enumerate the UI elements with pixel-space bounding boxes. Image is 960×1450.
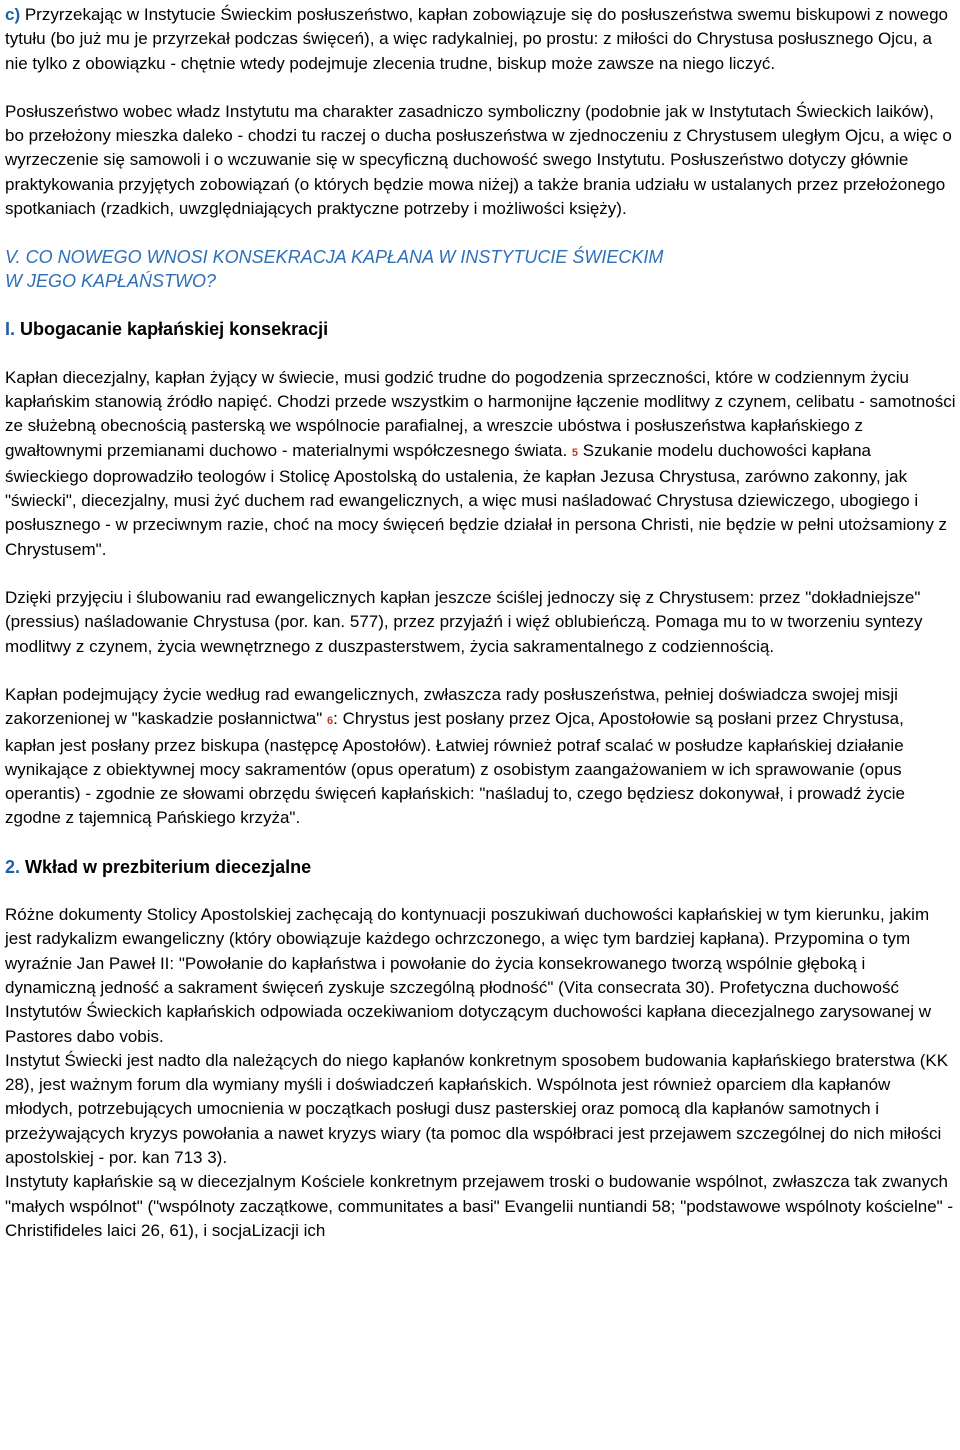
paragraph-documents: Różne dokumenty Stolicy Apostolskiej zachęcają do kontynuacji poszukiwań duchowości kapłańskiej w tym kierunku, jakim jest radykalizm ewangeliczny (który obowiązuje każdego ochrzczonego, a więc tym bardziej kapłana). Przypomina o tym wyraźnie Jan Paweł II: "Powołanie do kapłaństwa i powołanie do życia konsekrowanego tworzą wspólnie głęboką i dynamiczną jedność a sakrament święceń zyskuje szczególną płodność" (Vita consecrata 30). Profetyczna duchowość Instytutów Świeckich kapłańskich odpowiada oczekiwaniom dotyczącym duchowości kapłana diecezjalnego zarysowanej w Pastores dabo vobis. — [5, 905, 932, 1046]
paragraph-cascade — [5, 683, 956, 831]
paragraph-c — [5, 3, 956, 76]
heading-2-number: 2. — [5, 856, 21, 877]
heading-1-number: I. — [5, 319, 16, 340]
section-v-line2: W JEGO KAPŁAŃSTWO? — [5, 271, 217, 292]
paragraph-text: : Chrystus jest posłany przez Ojca, Apostołowie są posłani przez Chrystusa, kapłan jest posłany przez biskupa (następcę Apostołów). Łatwiej również potraf scalać w posłudze kapłańskiej działanie wynikające z obiektywnej mocy sakramentów (opus operatum) z osobistym zaangażowaniem w ich sprawowanie (opus operantis) - zgodnie ze słowami obrzędu święceń kapłańskich: "naśladuj to, czego będziesz dokonywał, i prowadź życie zgodne z tajemnicą Pańskiego krzyża". — [5, 709, 905, 828]
footnote-ref: 5 — [571, 446, 579, 459]
paragraph-text: Przyrzekając w Instytucie Świeckim posłuszeństwo, kapłan zobowiązuje się do posłuszeństwa swemu biskupowi z nowego tytułu (bo już mu je przyrzekał podczas święceń), a więc radykalniej, po prostu: z miłości do Chrystusa posłusznego Ojcu, a nie tylko z obowiązku - chętnie wtedy podejmuje zlecenia trudne, biskup może zawsze na niego liczyć. — [5, 5, 948, 73]
paragraph-institute: Instytut Świecki jest nadto dla należących do niego kapłanów konkretnym sposobem budowania kapłańskiego braterstwa (KK 28), jest ważnym forum dla wymiany myśli i doświadczeń kapłańskich. Wspólnota jest również oparciem dla kapłanów młodych, potrzebujących umocnienia w początkach posługi dusz pasterskiej oraz pomocą dla kapłanów samotnych i przeżywających kryzys powołania a nawet kryzys wiary (ta pomoc dla współbraci jest przejawem szczególnej do nich miłości apostolskiej - por. kan 713 3). — [5, 1050, 949, 1167]
footnote-ref: 6 — [327, 715, 334, 728]
paragraph-text: Kapłan podejmujący życie według rad ewangelicznych, zwłaszcza rady posłuszeństwa, pełniej doświadcza swojej misji zakorzenionej w "kaskadzie posłannictwa" — [5, 684, 898, 729]
heading-2 — [5, 855, 956, 879]
heading-2-text: Wkład w prezbiterium diecezjalne — [20, 856, 312, 877]
section-v-line1: V. CO NOWEGO WNOSI KONSEKRACJA KAPŁANA W INSTYTUCIE ŚWIECKIM — [5, 247, 664, 268]
paragraph-text: Szukanie modelu duchowości kapłana świeckiego doprowadziło teologów i Stolicę Apostolską do ustalenia, że kapłan Jezusa Chrystusa, zarówno zakonny, jak "świecki", diecezjalny, musi żyć duchem rad ewangelicznych, a więc musi naśladować Chrystusa dziewiczego, ubogiego i posłusznego - w przeciwnym razie, choć na mocy święceń będzie działał in persona Christi, nie będzie w pełni utożsamiony z Chrystusem". — [5, 440, 948, 559]
heading-1-text: Ubogacanie kapłańskiej konsekracji — [15, 319, 329, 340]
paragraph-communities: Instytuty kapłańskie są w diecezjalnym Kościele konkretnym przejawem troski o budowanie wspólnot, zwłaszcza tak zwanych "małych wspólnot" ("wspólnoty zaczątkowe, communitates a basi" Evangelii nuntiandi 58; "podstawowe wspólnoty kościelne" - Christifideles laici 26, 61), i socjaLizacji ich — [5, 1172, 954, 1240]
section-v-heading — [5, 245, 956, 293]
heading-1 — [5, 317, 956, 341]
paragraph-vows: Dzięki przyjęciu i ślubowaniu rad ewangelicznych kapłan jeszcze ściślej jednoczy się z Chrystusem: przez "dokładniejsze" (pressius) naśladowanie Chrystusa (por. kan. 577), przez przyjaźń i więź oblubieńczą. Pomaga mu to w tworzeniu syntezy modlitwy z czynem, życia wewnętrznego z duszpasterstwem, życia sakramentalnego z codziennością. — [5, 588, 923, 656]
paragraph-text: Kapłan diecezjalny, kapłan żyjący w świecie, musi godzić trudne do pogodzenia sprzeczności, które w codziennym życiu kapłańskim stanowią źródło napięć. Chodzi przede wszystkim o harmonijne łączenie modlitwy z czynem, celibatu - samotności ze służebną obecnością pasterską we wspólnocie parafialnej, a wreszcie ubóstwa i posłuszeństwa kapłańskiego z gwałtownymi przemianami duchowo - materialnymi współczesnego świata. — [5, 367, 956, 460]
paragraph-diocesan — [5, 366, 956, 562]
paragraph-obedience: Posłuszeństwo wobec władz Instytutu ma charakter zasadniczo symboliczny (podobnie jak w Instytutach Świeckich laików), bo przełożony mieszka daleko - chodzi tu raczej o ducha posłuszeństwa w zjednoczeniu z Chrystusem uległym Ojcu, a więc o wyrzeczenie się samowoli i o wczuwanie się w specyficzną duchowość swego Instytutu. Posłuszeństwo dotyczy głównie praktykowania przyjętych zobowiązań (o których będzie mowa niżej) a także brania udziału w ustalanych przez przełożonego spotkaniach (rzadkich, uwzględniających praktyczne potrzeby i możliwości księży). — [5, 101, 952, 219]
paragraph-label: c) — [5, 5, 21, 24]
